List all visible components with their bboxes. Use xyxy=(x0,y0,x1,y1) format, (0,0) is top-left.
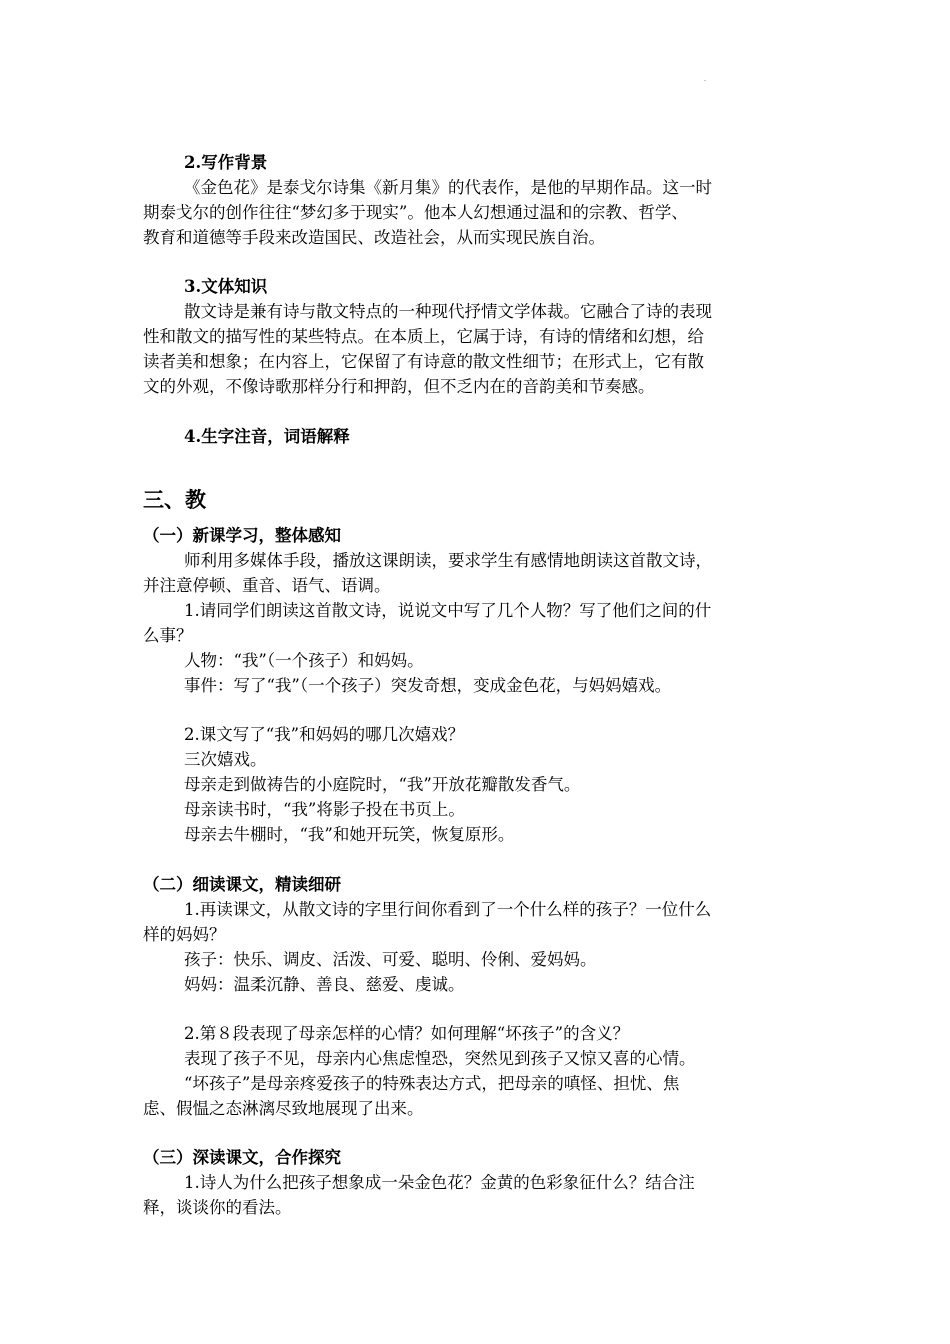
answer-line: 三次嬉戏。 xyxy=(184,750,267,769)
answer-line: 妈妈：温柔沉静、善良、慈爱、虔诚。 xyxy=(184,975,465,994)
section-heading-genre: 3.文体知识 xyxy=(184,277,268,296)
section-heading-vocab: 4.生字注音，词语解释 xyxy=(184,427,350,446)
answer-line: 人物：“我”（一个孩子）和妈妈。 xyxy=(184,651,424,670)
paragraph-line: 期泰戈尔的创作往往“梦幻多于现实”。他本人幻想通过温和的宗教、哲学、 xyxy=(143,203,688,222)
part-heading-3: （三）深读课文，合作探究 xyxy=(143,1148,341,1167)
answer-line: 孩子：快乐、调皮、活泼、可爱、聪明、伶俐、爱妈妈。 xyxy=(184,950,597,969)
part-heading-1: （一）新课学习，整体感知 xyxy=(143,526,341,545)
answer-line: “坏孩子”是母亲疼爱孩子的特殊表达方式，把母亲的嗔怪、担忧、焦 xyxy=(184,1074,680,1093)
paragraph-line: 师利用多媒体手段，播放这课朗读，要求学生有感情地朗读这首散文诗， xyxy=(184,551,712,570)
paragraph-line: 教育和道德等手段来改造国民、改造社会，从而实现民族自治。 xyxy=(143,228,605,247)
question-line: 2.课文写了“我”和妈妈的哪几次嬉戏？ xyxy=(184,725,465,744)
chapter-heading: 三、教 xyxy=(143,487,206,512)
section-heading-background: 2.写作背景 xyxy=(184,153,268,172)
part-heading-2: （二）细读课文，精读细研 xyxy=(143,875,341,894)
paragraph-line: 并注意停顿、重音、语气、语调。 xyxy=(143,576,391,595)
question-line: 1.请同学们朗读这首散文诗，说说文中写了几个人物？写了他们之间的什 xyxy=(184,601,712,620)
answer-line: 母亲读书时，“我”将影子投在书页上。 xyxy=(184,800,465,819)
answer-line: 虑、假愠之态淋漓尽致地展现了出来。 xyxy=(143,1099,424,1118)
answer-line: 母亲去牛棚时，“我”和她开玩笑，恢复原形。 xyxy=(184,825,515,844)
paragraph-line: 读者美和想象；在内容上，它保留了有诗意的散文性细节；在形式上，它有散 xyxy=(143,352,704,371)
question-line: 2.第８段表现了母亲怎样的心情？如何理解“坏孩子”的含义？ xyxy=(184,1024,630,1043)
answer-line: 事件：写了“我”（一个孩子）突发奇想，变成金色花，与妈妈嬉戏。 xyxy=(184,676,672,695)
paragraph-line: 散文诗是兼有诗与散文特点的一种现代抒情文学体裁。它融合了诗的表现 xyxy=(184,302,712,321)
question-line: 样的妈妈？ xyxy=(143,925,226,944)
question-line: 释，谈谈你的看法。 xyxy=(143,1198,292,1217)
paragraph-line: 《金色花》是泰戈尔诗集《新月集》的代表作，是他的早期作品。这一时 xyxy=(184,178,712,197)
corner-mark xyxy=(704,80,706,81)
paragraph-line: 文的外观，不像诗歌那样分行和押韵，但不乏内在的音韵美和节奏感。 xyxy=(143,377,655,396)
answer-line: 表现了孩子不见，母亲内心焦虑惶恐，突然见到孩子又惊又喜的心情。 xyxy=(184,1049,696,1068)
question-line: 1.再读课文，从散文诗的字里行间你看到了一个什么样的孩子？一位什么 xyxy=(184,900,712,919)
answer-line: 母亲走到做祷告的小庭院时，“我”开放花瓣散发香气。 xyxy=(184,775,581,794)
question-line: 1.诗人为什么把孩子想象成一朵金色花？金黄的色彩象征什么？结合注 xyxy=(184,1173,695,1192)
paragraph-line: 性和散文的描写性的某些特点。在本质上，它属于诗，有诗的情绪和幻想，给 xyxy=(143,327,704,346)
question-line: 么事？ xyxy=(143,626,193,645)
